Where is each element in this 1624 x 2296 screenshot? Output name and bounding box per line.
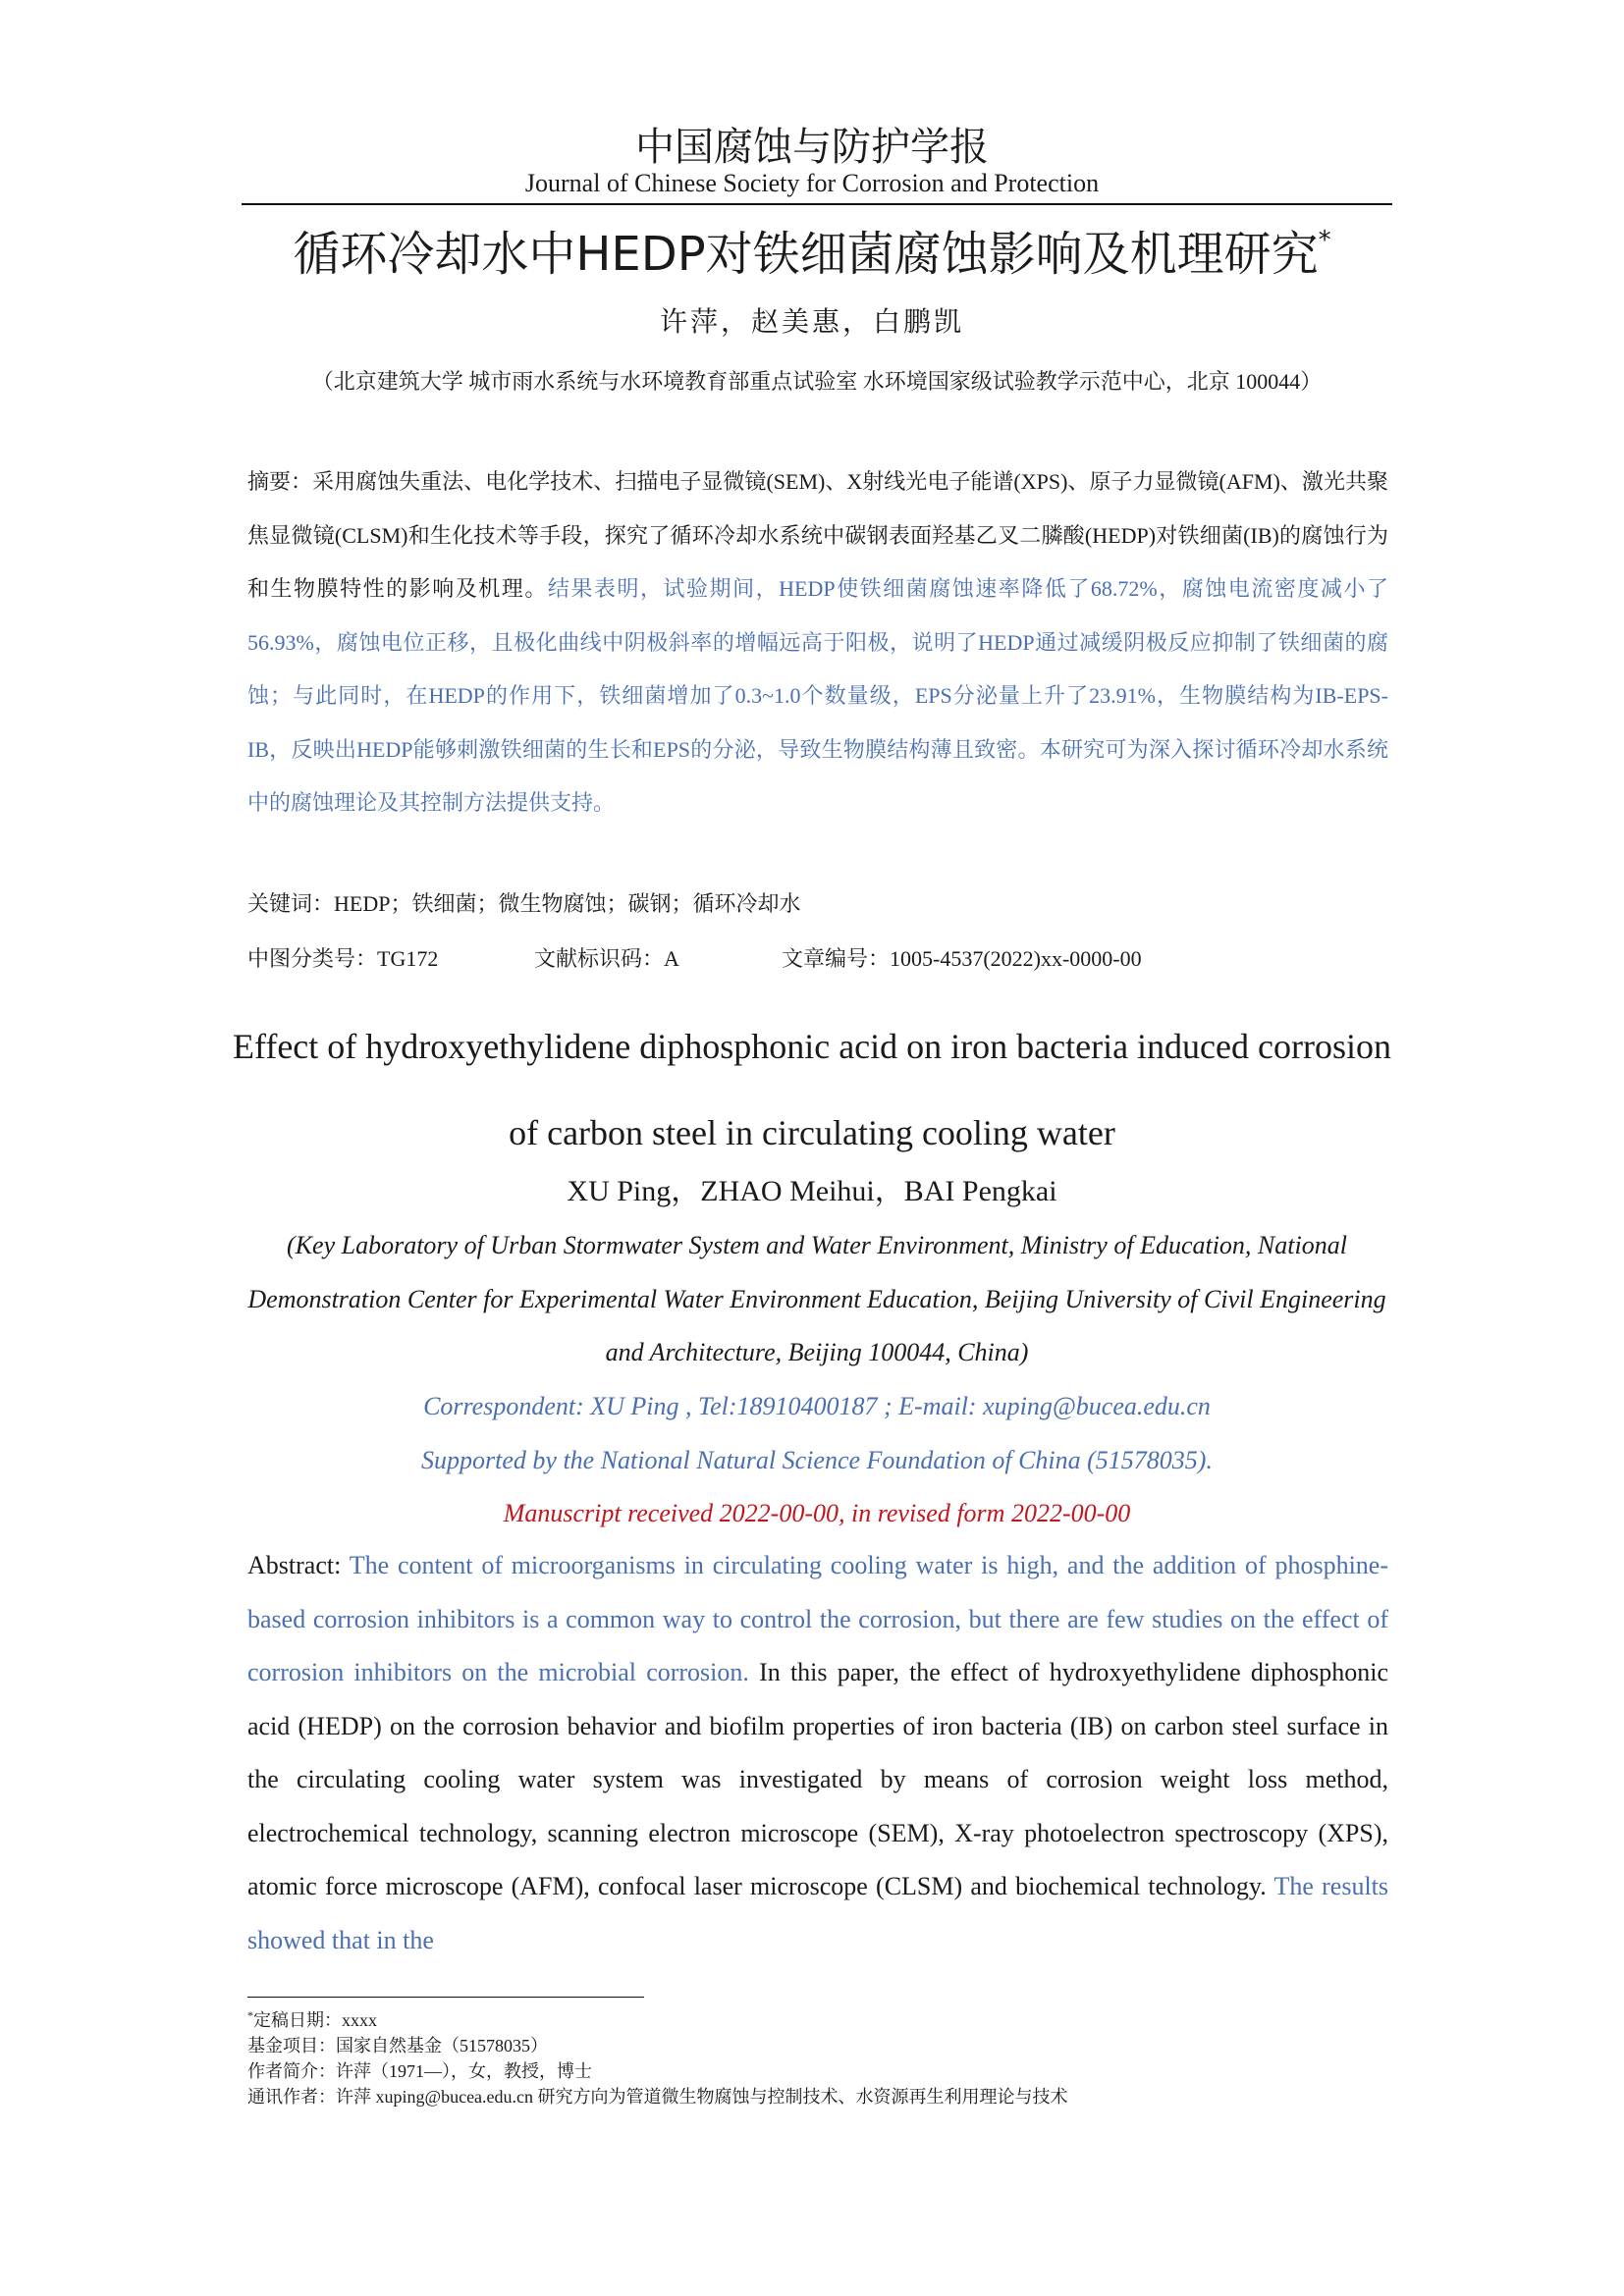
keywords-cn: 关键词：HEDP；铁细菌；微生物腐蚀；碳钢；循环冷却水 [247, 891, 801, 916]
abstract-cn-methods: 采用腐蚀失重法、电化学技术、扫描电子显微镜(SEM)、X射线光电子能谱(XPS)、原子力显微镜(AFM)、激光共聚焦显微镜(CLSM)和生化技术等手段，探究了循环冷却水系统中碳钢表面羟基乙叉二膦酸(HEDP)对铁细菌(IB)的腐蚀行为和生物膜特性的影响及机理。 [247, 469, 1388, 601]
affiliation-cn: （北京建筑大学 城市雨水系统与水环境教育部重点试验室 水环境国家级试验教学示范中心，北京 100044） [311, 369, 1323, 394]
article-meta-en [245, 1380, 1388, 1541]
received-line: Manuscript received 2022-00-00, in revised form 2022-00-00 [503, 1499, 1131, 1527]
title-footnote-mark: * [1318, 226, 1331, 255]
title-cn-text: 循环冷却水中HEDP对铁细菌腐蚀影响及机理研究 [293, 227, 1319, 282]
abstract-en-label: Abstract: [247, 1551, 350, 1579]
classification-line [247, 942, 1388, 973]
article-number: 文章编号：1005-4537(2022)xx-0000-00 [782, 946, 1142, 971]
funding-line: Supported by the National Natural Science Foundation of China (51578035). [421, 1445, 1213, 1474]
authors-cn: 许萍，赵美惠，白鹏凯 [659, 307, 964, 338]
title-en: Effect of hydroxyethylidene diphosphonic acid on iron bacteria induced corrosion of carbon steel in circulating cooling water [233, 1027, 1391, 1152]
footnote-corresponding: 通讯作者：许萍 xuping@bucea.edu.cn 研究方向为管道微生物腐蚀与控制技术、水资源再生利用理论与技术 [247, 2087, 1068, 2107]
header-divider [242, 203, 1392, 205]
authors-en: XU Ping，ZHAO Meihui，BAI Pengkai [567, 1175, 1057, 1207]
abstract-cn-label: 摘要： [247, 469, 313, 494]
journal-name-en: Journal of Chinese Society for Corrosion and Protection [524, 169, 1100, 197]
abstract-en-background: The content of microorganisms in circulating cooling water is high, and the addition of phosphine-based corrosion inhibitors is a common way to control the corrosion, but there are few studies on the effect of corrosion inhibitors on the microbial corrosion. [247, 1551, 1388, 1686]
footnotes [247, 2002, 1388, 2109]
abstract-en-methods: In this paper, the effect of hydroxyethylidene diphosphonic acid (HEDP) on the corrosion behavior and biofilm properties of iron bacteria (IB) on carbon steel surface in the circulating cooling water system was investigated by means of corrosion weight loss method, electrochemical technology, scanning electron microscope (SEM), X-ray photoelectron spectroscopy (XPS), atomic force microscope (AFM), confocal laser microscope (CLSM) and biochemical technology. [247, 1658, 1388, 1900]
footnote-date [247, 2002, 1388, 2033]
title-cn [0, 216, 1624, 284]
abstract-en-results: The results showed that in the [247, 1872, 1389, 1954]
abstract-cn-results: 结果表明，试验期间，HEDP使铁细菌腐蚀速率降低了68.72%，腐蚀电流密度减小了56.93%，腐蚀电位正移，且极化曲线中阴极斜率的增幅远高于阳极，说明了HEDP通过减缓阴极反应抑制了铁细菌的腐蚀；与此同时，在HEDP的作用下，铁细菌增加了0.3~1.0个数量级，EPS分泌量上升了23.91%，生物膜结构为IB-EPS-IB，反映出HEDP能够刺激铁细菌的生长和EPS的分泌，导致生物膜结构薄且致密。本研究可为深入探讨循环冷却水系统中的腐蚀理论及其控制方法提供支持。 [247, 576, 1388, 815]
clc-number: 中图分类号：TG172 [247, 946, 439, 971]
footnote-date-text: 定稿日期：xxxx [253, 2010, 377, 2030]
footnote-fund: 基金项目：国家自然基金（51578035） [247, 2036, 548, 2056]
footnote-divider [247, 1997, 644, 1998]
footnote-author-bio: 作者简介：许萍（1971—），女，教授，博士 [247, 2061, 592, 2081]
correspondent-line: Correspondent: XU Ping , Tel:18910400187 ; E-mail: xuping@bucea.edu.cn [423, 1392, 1211, 1420]
footnote-mark: * [247, 2008, 253, 2022]
affiliation-en: (Key Laboratory of Urban Stormwater System and Water Environment, Ministry of Education, National Demonstration Center for Experimental Water Environment Education, Beijing University of Civil Engineering and Architecture, Beijing 100044, China) [247, 1231, 1386, 1366]
abstract-en [247, 1539, 1388, 1967]
document-code: 文献标识码：A [534, 946, 679, 971]
abstract-cn [247, 455, 1388, 830]
journal-name-cn: 中国腐蚀与防护学报 [635, 125, 989, 169]
